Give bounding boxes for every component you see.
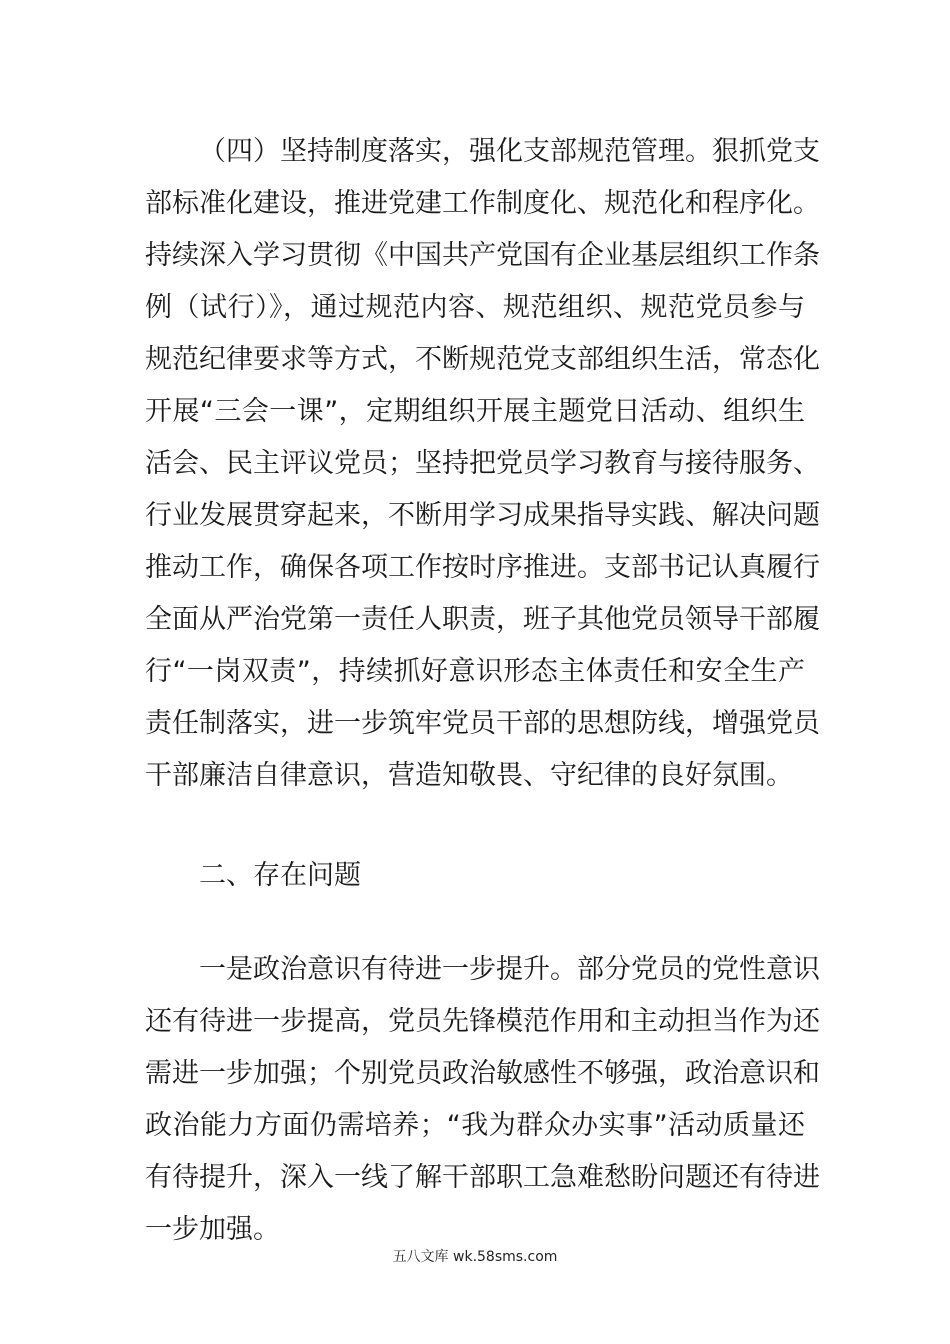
paragraph-line: 推动工作，确保各项工作按时序推进。支部书记认真履行	[145, 552, 820, 583]
paragraph-line: 持续深入学习贯彻《中国共产党国有企业基层组织工作条	[145, 240, 820, 271]
paragraph-line: （四）坚持制度落实，强化支部规范管理。狠抓党支	[199, 136, 820, 167]
paragraph-line: 一步加强。	[145, 1214, 280, 1245]
paragraph-line: 责任制落实，进一步筑牢党员干部的思想防线，增强党员	[145, 708, 820, 739]
paragraph-line: 例（试行）》，通过规范内容、规范组织、规范党员参与	[145, 292, 805, 323]
paragraph-line: 开展“三会一课”，定期组织开展主题党日活动、组织生	[145, 396, 805, 427]
paragraph-line: 规范纪律要求等方式，不断规范党支部组织生活，常态化	[145, 344, 820, 375]
paragraph-line: 需进一步加强；个别党员政治敏感性不够强，政治意识和	[145, 1058, 820, 1089]
paragraph-line: 还有待进一步提高，党员先锋模范作用和主动担当作为还	[145, 1006, 820, 1037]
section-heading: 二、存在问题	[199, 860, 361, 891]
paragraph-line: 行业发展贯穿起来，不断用学习成果指导实践、解决问题	[145, 500, 820, 531]
paragraph-line: 有待提升，深入一线了解干部职工急难愁盼问题还有待进	[145, 1162, 820, 1193]
paragraph-line: 一是政治意识有待进一步提升。部分党员的党性意识	[199, 954, 820, 985]
paragraph-line: 行“一岗双责”，持续抓好意识形态主体责任和安全生产	[145, 656, 805, 687]
paragraph-line: 政治能力方面仍需培养；“我为群众办实事”活动质量还	[145, 1110, 805, 1141]
paragraph-line: 活会、民主评议党员；坚持把党员学习教育与接待服务、	[145, 448, 820, 479]
paragraph-line: 全面从严治党第一责任人职责，班子其他党员领导干部履	[145, 604, 820, 635]
page-footer-watermark: 五八文库 wk.58sms.com	[392, 1249, 558, 1265]
paragraph-line: 部标准化建设，推进党建工作制度化、规范化和程序化。	[145, 188, 820, 219]
paragraph-line: 干部廉洁自律意识，营造知敬畏、守纪律的良好氛围。	[145, 760, 793, 791]
